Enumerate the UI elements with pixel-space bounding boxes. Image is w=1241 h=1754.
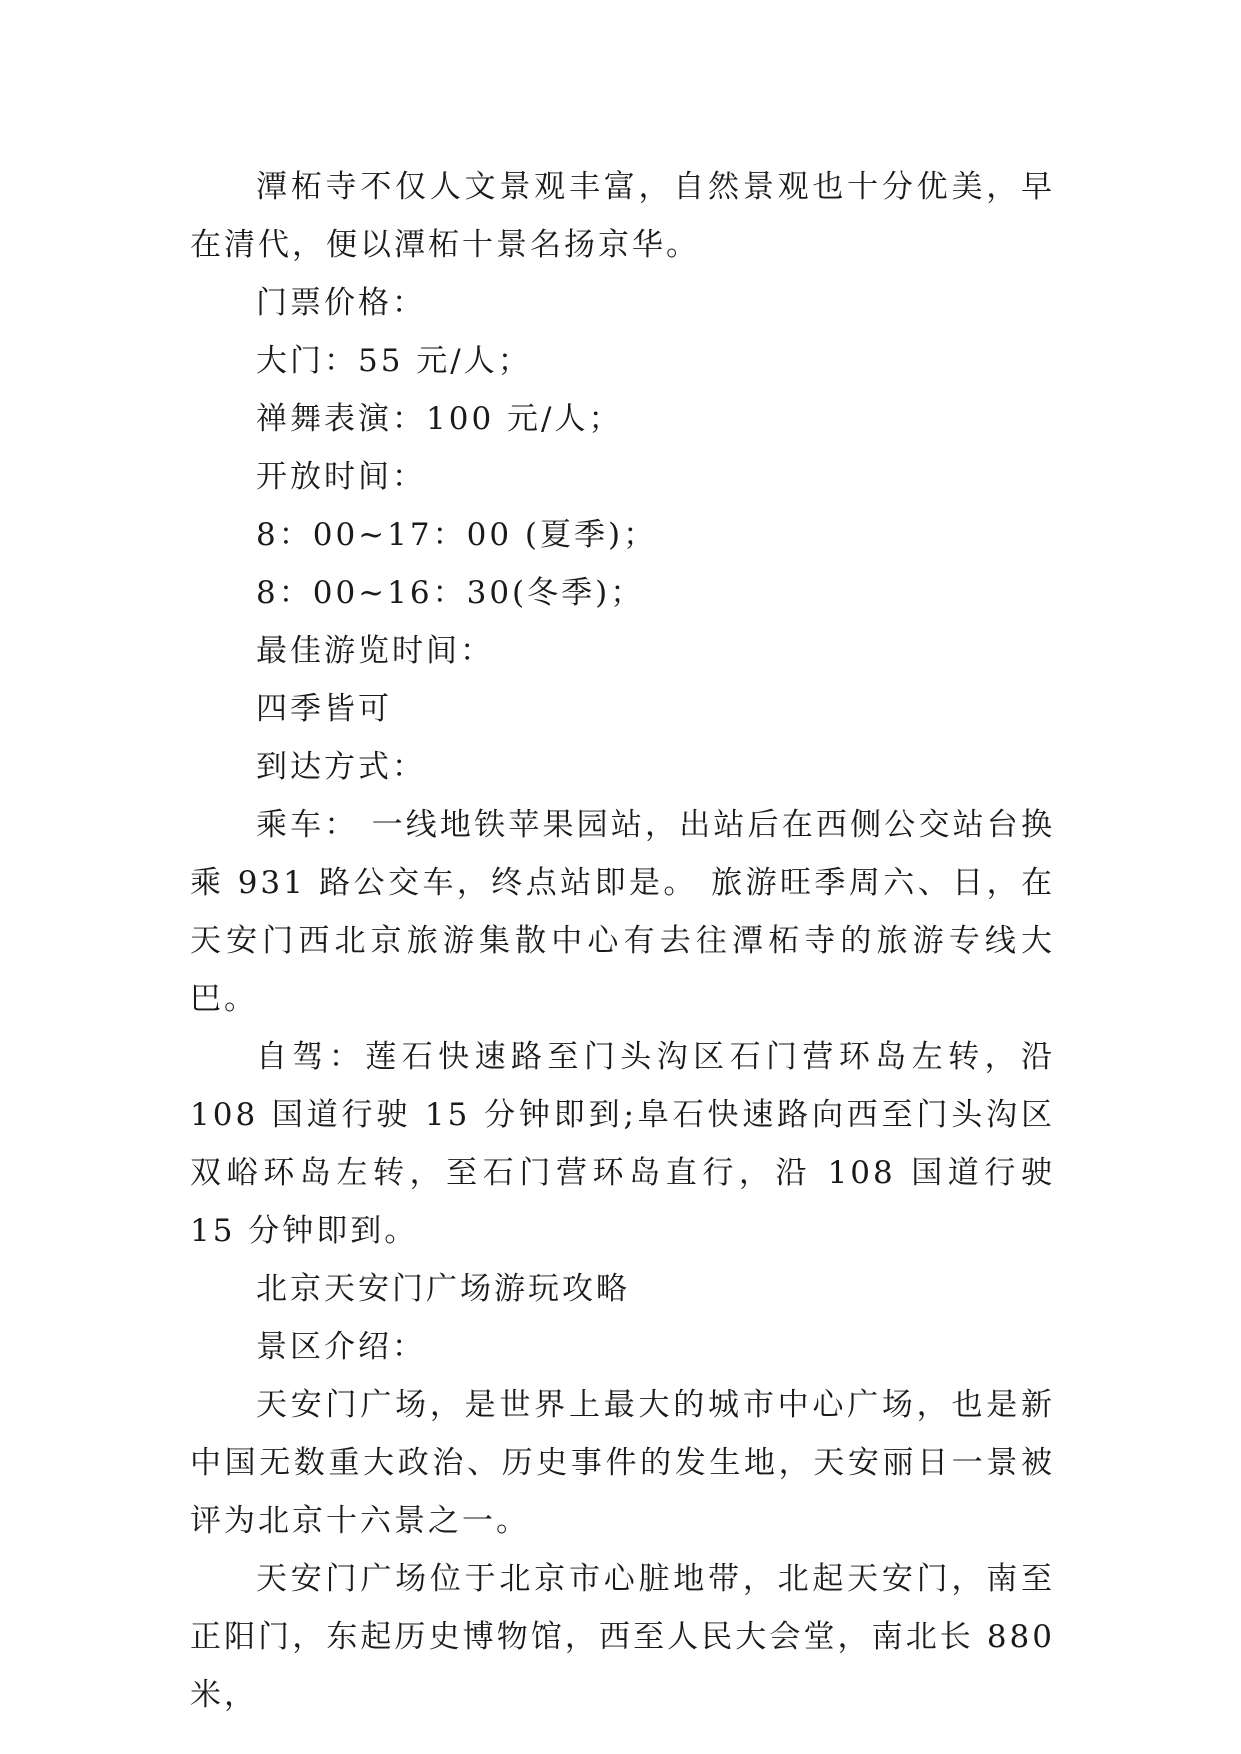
paragraph-tanzhe-scenery: 潭柘寺不仅人文景观丰富，自然景观也十分优美，早在清代，便以潭柘十景名扬京华。 (190, 169, 1055, 263)
paragraph-self-drive: 自驾：莲石快速路至门头沟区石门营环岛左转，沿 108 国道行驶 15 分钟即到;阜石快速路向西至门头沟区双峪环岛左转，至石门营环岛直行，沿 108 国道行驶 15 分钟即到。 (190, 1039, 1055, 1249)
paragraph-tiananmen-intro: 天安门广场，是世界上最大的城市中心广场，也是新中国无数重大政治、历史事件的发生地，天安丽日一景被评为北京十六景之一。 (190, 1387, 1055, 1539)
paragraph-transport-heading: 到达方式： (256, 749, 426, 785)
paragraph-ticket-price-heading: 门票价格： (256, 285, 426, 321)
section-title-tiananmen: 北京天安门广场游玩攻略 (256, 1271, 630, 1307)
document-page (190, 158, 1055, 1724)
paragraph-zen-dance-price: 禅舞表演：100 元/人； (256, 401, 623, 437)
paragraph-gate-price: 大门：55 元/人； (256, 343, 532, 379)
paragraph-winter-hours: 8：00~16：30(冬季)； (256, 575, 645, 611)
paragraph-best-time-heading: 最佳游览时间： (256, 633, 494, 669)
paragraph-opening-hours-heading: 开放时间： (256, 459, 426, 495)
paragraph-best-time: 四季皆可 (256, 691, 392, 727)
paragraph-summer-hours: 8：00~17：00 (夏季)； (256, 517, 658, 553)
paragraph-intro-heading: 景区介绍： (256, 1329, 426, 1365)
paragraph-tiananmen-location: 天安门广场位于北京市心脏地带，北起天安门，南至正阳门，东起历史博物馆，西至人民大会堂，南北长 880 米， (190, 1561, 1055, 1713)
paragraph-by-bus: 乘车： 一线地铁苹果园站，出站后在西侧公交站台换乘 931 路公交车，终点站即是。 旅游旺季周六、日，在天安门西北京旅游集散中心有去往潭柘寺的旅游专线大巴。 (190, 807, 1055, 1017)
